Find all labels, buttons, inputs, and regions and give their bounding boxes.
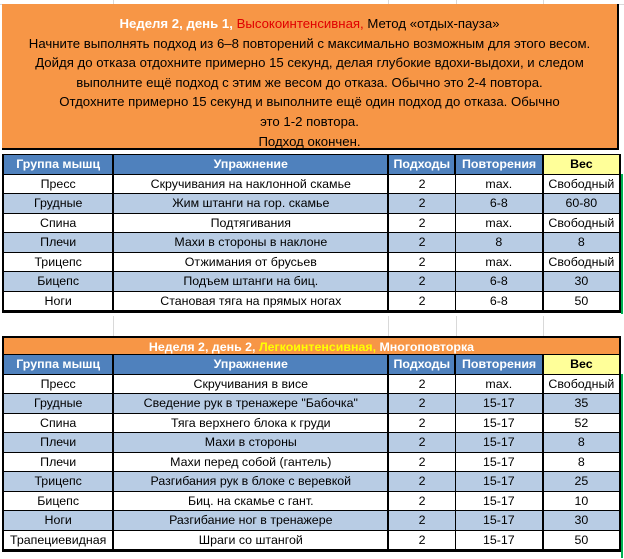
day1-instruction-4: Подход окончен.: [258, 133, 361, 149]
cell-muscle[interactable]: Грудные: [3, 194, 113, 214]
cell-exercise[interactable]: Отжимания от брусьев: [113, 252, 388, 272]
gridline: [113, 316, 114, 336]
cell-muscle[interactable]: Спина: [3, 213, 113, 233]
cell-sets[interactable]: 2: [388, 291, 455, 312]
cell-reps[interactable]: 15-17: [455, 433, 542, 453]
cell-reps[interactable]: 15-17: [455, 452, 542, 472]
header-weight: Вес: [543, 155, 620, 175]
day1-title-intensity: Высокоинтенсивная,: [236, 16, 364, 31]
table-row: [3, 233, 620, 253]
selection-edge: [621, 174, 623, 314]
cell-weight[interactable]: 52: [543, 413, 620, 433]
cell-exercise[interactable]: Разгибания рук в блоке с веревкой: [113, 472, 388, 492]
table-row: [3, 374, 620, 394]
day2-title: [2, 336, 621, 354]
cell-exercise[interactable]: Жим штанги на гор. скамье: [113, 194, 388, 214]
cell-reps[interactable]: 15-17: [455, 530, 542, 551]
cell-muscle[interactable]: Ноги: [3, 511, 113, 531]
table-row: [3, 491, 620, 511]
cell-muscle[interactable]: Пресс: [3, 174, 113, 194]
cell-exercise[interactable]: Махи в стороны: [113, 433, 388, 453]
cell-reps[interactable]: 8: [455, 233, 542, 253]
header-sets: Подходы: [388, 155, 455, 175]
header-sets: Подходы: [388, 355, 455, 375]
cell-muscle[interactable]: Ноги: [3, 291, 113, 312]
cell-weight[interactable]: 60-80: [543, 194, 620, 214]
cell-weight[interactable]: 35: [543, 394, 620, 414]
cell-exercise[interactable]: Тяга верхнего блока к груди: [113, 413, 388, 433]
cell-exercise[interactable]: Биц. на скамье с гант.: [113, 491, 388, 511]
cell-reps[interactable]: 15-17: [455, 413, 542, 433]
table-row: [3, 511, 620, 531]
gridline: [456, 316, 457, 336]
cell-exercise[interactable]: Махи в стороны в наклоне: [113, 233, 388, 253]
table-row: [3, 472, 620, 492]
header-reps: Повторения: [455, 155, 542, 175]
cell-weight[interactable]: 50: [543, 530, 620, 551]
cell-exercise[interactable]: Шраги со штангой: [113, 530, 388, 551]
cell-muscle[interactable]: Пресс: [3, 374, 113, 394]
table-row: [3, 433, 620, 453]
cell-sets[interactable]: 2: [388, 433, 455, 453]
cell-sets[interactable]: 2: [388, 272, 455, 292]
cell-reps[interactable]: 6-8: [455, 272, 542, 292]
cell-sets[interactable]: 2: [388, 374, 455, 394]
cell-sets[interactable]: 2: [388, 530, 455, 551]
day1-instruction-2: Дойдя до отказа отдохните примерно 15 секунд, делая глубокие вдохи-выдохи, и следом выполните ещё подход с этим же весом до отказа. Обычно это 2-4 повтора.: [35, 55, 584, 90]
gridline: [543, 316, 544, 336]
day1-header-row: [3, 155, 620, 175]
day2-table: [2, 354, 621, 552]
cell-sets[interactable]: 2: [388, 491, 455, 511]
table-row: [3, 213, 620, 233]
cell-sets[interactable]: 2: [388, 394, 455, 414]
cell-sets[interactable]: 2: [388, 213, 455, 233]
cell-reps[interactable]: 15-17: [455, 511, 542, 531]
cell-sets[interactable]: 2: [388, 194, 455, 214]
day1-table: [2, 154, 621, 313]
table-row: [3, 452, 620, 472]
cell-reps[interactable]: max.: [455, 374, 542, 394]
cell-muscle[interactable]: Бицепс: [3, 272, 113, 292]
day1-title-prefix: Неделя 2, день 1,: [119, 16, 233, 31]
cell-weight[interactable]: 8: [543, 452, 620, 472]
cell-weight[interactable]: 10: [543, 491, 620, 511]
cell-weight[interactable]: Свободный: [543, 252, 620, 272]
gridline: [388, 316, 389, 336]
cell-reps[interactable]: 6-8: [455, 194, 542, 214]
table-row: [3, 272, 620, 292]
header-muscle-group: Группа мышц: [3, 355, 113, 375]
cell-muscle[interactable]: Бицепс: [3, 491, 113, 511]
cell-reps[interactable]: 15-17: [455, 472, 542, 492]
header-reps: Повторения: [455, 355, 542, 375]
cell-muscle[interactable]: Спина: [3, 413, 113, 433]
cell-muscle[interactable]: Плечи: [3, 233, 113, 253]
day2-title-intensity: Легкоинтенсивная,: [258, 340, 377, 354]
table-row: [3, 394, 620, 414]
day1-instruction-3: Отдохните примерно 15 секунд и выполните ещё один подход до отказа. Обычно это 1-2 повтора.: [59, 94, 560, 129]
day1-title: [2, 14, 617, 34]
selection-edge: [621, 374, 623, 558]
cell-reps[interactable]: 15-17: [455, 491, 542, 511]
cell-reps[interactable]: 15-17: [455, 394, 542, 414]
cell-reps[interactable]: max.: [455, 252, 542, 272]
cell-sets[interactable]: 2: [388, 472, 455, 492]
day2-title-prefix: Неделя 2, день 2,: [148, 340, 256, 354]
cell-muscle[interactable]: Трапециевидная: [3, 530, 113, 551]
table-row: [3, 530, 620, 551]
cell-reps[interactable]: 6-8: [455, 291, 542, 312]
table-row: [3, 413, 620, 433]
table-row: [3, 174, 620, 194]
day1-title-method: Метод «отдых-пауза»: [367, 16, 500, 31]
cell-muscle[interactable]: Плечи: [3, 452, 113, 472]
cell-weight[interactable]: 30: [543, 272, 620, 292]
table-row: [3, 291, 620, 312]
cell-weight[interactable]: 25: [543, 472, 620, 492]
cell-muscle[interactable]: Плечи: [3, 433, 113, 453]
cell-exercise[interactable]: Скручивания на наклонной скамье: [113, 174, 388, 194]
cell-sets[interactable]: 2: [388, 413, 455, 433]
cell-weight[interactable]: 8: [543, 433, 620, 453]
table-row: [3, 252, 620, 272]
empty-spacer-row: [0, 316, 624, 336]
cell-exercise[interactable]: Скручивания в висе: [113, 374, 388, 394]
cell-sets[interactable]: 2: [388, 233, 455, 253]
cell-reps[interactable]: max.: [455, 174, 542, 194]
cell-exercise[interactable]: Разгибание ног в тренажере: [113, 511, 388, 531]
cell-exercise[interactable]: Сведение рук в тренажере "Бабочка": [113, 394, 388, 414]
cell-exercise[interactable]: Подъем штанги на биц.: [113, 272, 388, 292]
cell-exercise[interactable]: Махи перед собой (гантель): [113, 452, 388, 472]
cell-weight[interactable]: 30: [543, 511, 620, 531]
cell-weight[interactable]: Свободный: [543, 213, 620, 233]
header-exercise: Упражнение: [113, 355, 388, 375]
header-muscle-group: Группа мышц: [3, 155, 113, 175]
cell-sets[interactable]: 2: [388, 252, 455, 272]
cell-sets[interactable]: 2: [388, 511, 455, 531]
cell-exercise[interactable]: Подтягивания: [113, 213, 388, 233]
day2-header-row: [3, 355, 620, 375]
day2-title-method: Многоповторка: [379, 340, 475, 354]
cell-muscle[interactable]: Трицепс: [3, 252, 113, 272]
table-row: [3, 194, 620, 214]
cell-weight[interactable]: 8: [543, 233, 620, 253]
cell-sets[interactable]: 2: [388, 174, 455, 194]
day1-instruction-1: Начните выполнять подход из 6–8 повторений с максимально возможным для этого весом.: [28, 35, 591, 51]
cell-weight[interactable]: 50: [543, 291, 620, 312]
cell-exercise[interactable]: Становая тяга на прямых ногах: [113, 291, 388, 312]
cell-weight[interactable]: Свободный: [543, 174, 620, 194]
day1-instructions-block: [2, 4, 619, 150]
header-exercise: Упражнение: [113, 155, 388, 175]
cell-reps[interactable]: max.: [455, 213, 542, 233]
cell-sets[interactable]: 2: [388, 452, 455, 472]
cell-muscle[interactable]: Грудные: [3, 394, 113, 414]
cell-weight[interactable]: Свободный: [543, 374, 620, 394]
header-weight: Вес: [543, 355, 620, 375]
cell-muscle[interactable]: Трицепс: [3, 472, 113, 492]
